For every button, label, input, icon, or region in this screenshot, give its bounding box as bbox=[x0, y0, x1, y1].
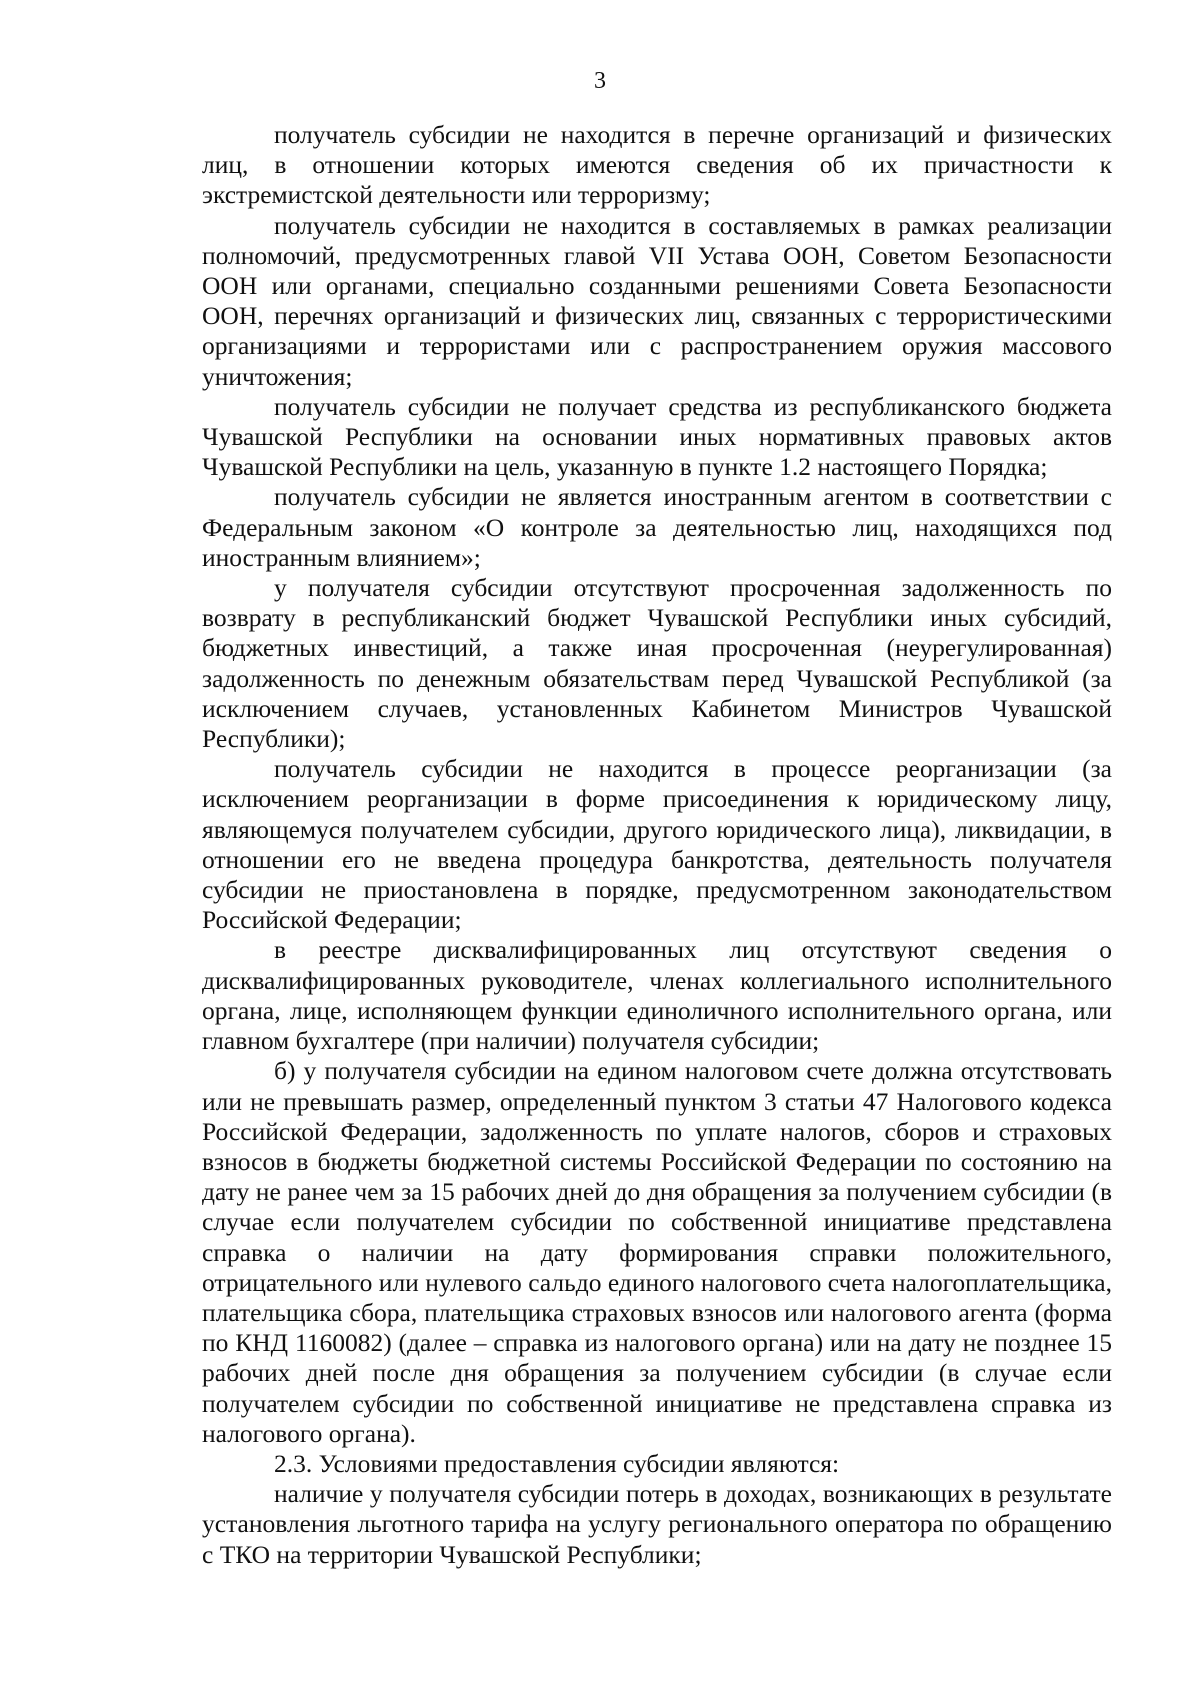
paragraph-section-2-3: 2.3. Условиями предоставления субсидии являются: bbox=[274, 1448, 840, 1478]
paragraph-tax-account: б) у получателя субсидии на едином налоговом счете должна отсутствовать или не превышать размер, определенный пунктом 3 статьи 47 Налогового кодекса Российской Федерации, задолженность по уплате налогов, сборов и страховых взносов в бюджеты бюджетной системы Российской Федерации по состоянию на дату не ранее чем за 15 рабочих дней до дня обращения за получением субсидии (в случае если получателем субсидии по собственной инициативе представлена справка о наличии на дату формирования справки положительного, отрицательного или нулевого сальдо единого налогового счета налогоплательщика, плательщика сбора, плательщика страховых взносов или налогового агента (форма по КНД 1160082) (далее – справка из налогового органа) или на дату не позднее 15 рабочих дней после дня обращения за получением субсидии (в случае если получателем субсидии по собственной инициативе не представлена справка из налогового органа). bbox=[202, 1056, 1112, 1448]
paragraph-disqualified-persons: в реестре дисквалифицированных лиц отсутствуют сведения о дисквалифицированных руководителе, членах коллегиального исполнительного органа, лице, исполняющем функции единоличного исполнительного органа, или главном бухгалтере (при наличии) получателя субсидии; bbox=[202, 935, 1112, 1056]
paragraph-no-other-funds: получатель субсидии не получает средства из республиканского бюджета Чувашской Республики на основании иных нормативных правовых актов Чувашской Республики на цель, указанную в пункте 1.2 настоящего Порядка; bbox=[202, 391, 1112, 482]
document-body bbox=[202, 120, 1112, 1570]
paragraph-income-losses: наличие у получателя субсидии потерь в доходах, возникающих в результате установления льготного тарифа на услугу регионального оператора по обращению с ТКО на территории Чувашской Республики; bbox=[202, 1479, 1112, 1569]
paragraph-overdue-debt: у получателя субсидии отсутствуют просроченная задолженность по возврату в республиканский бюджет Чувашской Республики иных субсидий, бюджетных инвестиций, а также иная просроченная (неурегулированная) задолженность по денежным обязательствам перед Чувашской Республикой (за исключением случаев, установленных Кабинетом Министров Чувашской Республики); bbox=[202, 573, 1112, 754]
paragraph-foreign-agent: получатель субсидии не является иностранным агентом в соответствии с Федеральным законом «О контроле за деятельностью лиц, находящихся под иностранным влиянием»; bbox=[202, 482, 1112, 572]
paragraph-reorganization: получатель субсидии не находится в процессе реорганизации (за исключением реорганизации в форме присоединения к юридическому лицу, являющемуся получателем субсидии, другого юридического лица), ликвидации, в отношении его не введена процедура банкротства, деятельность получателя субсидии не приостановлена в порядке, предусмотренном законодательством Российской Федерации; bbox=[202, 754, 1112, 935]
paragraph-extremism-list: получатель субсидии не находится в перечне организаций и физических лиц, в отношении которых имеются сведения об их причастности к экстремистской деятельности или терроризму; bbox=[202, 120, 1112, 210]
page-number: 3 bbox=[594, 68, 606, 94]
paragraph-un-security-council-lists: получатель субсидии не находится в составляемых в рамках реализации полномочий, предусмотренных главой VII Устава ООН, Советом Безопасности ООН или органами, специально созданными решениями Совета Безопасности ООН, перечнях организаций и физических лиц, связанных с террористическими организациями и террористами или с распространением оружия массового уничтожения; bbox=[202, 210, 1112, 391]
